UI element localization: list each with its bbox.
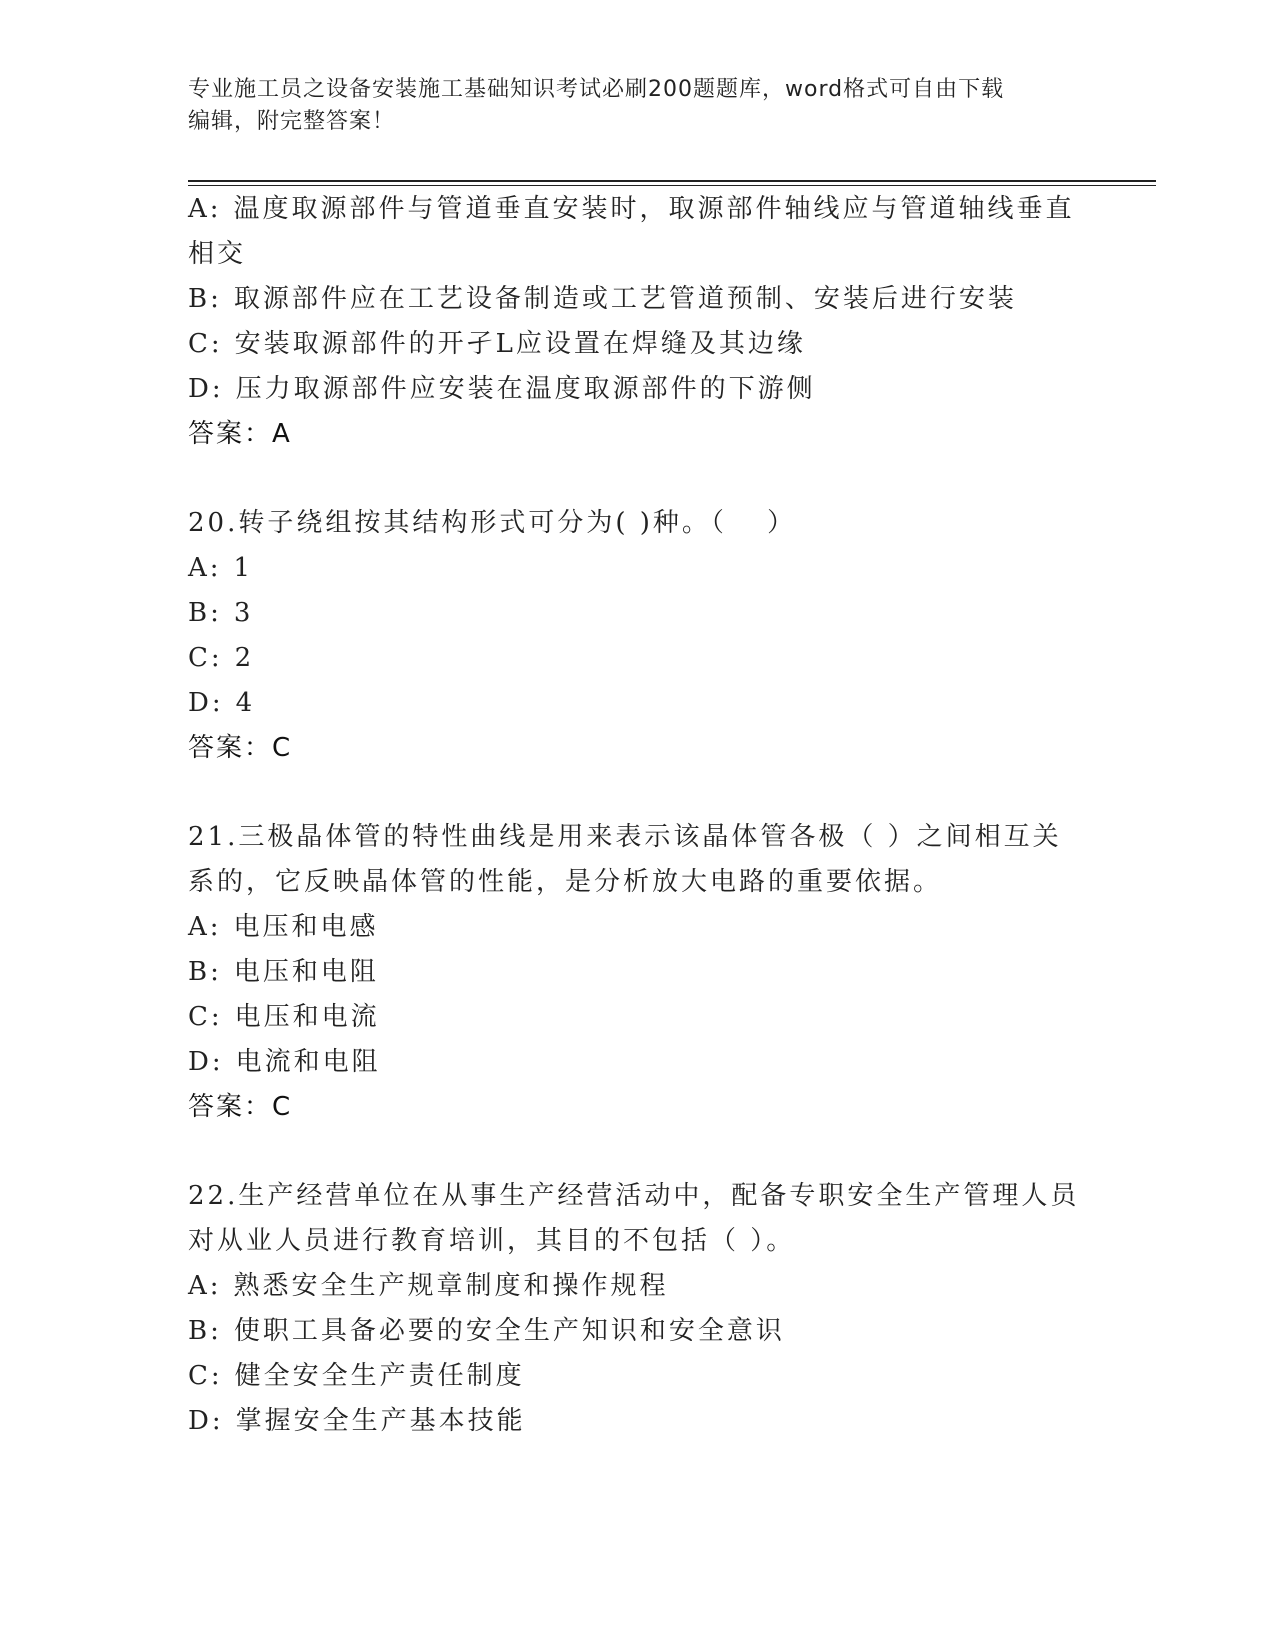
q19-answer bbox=[188, 411, 292, 457]
answer-value: C bbox=[272, 733, 293, 763]
option-text: 电压和电流 bbox=[234, 1002, 380, 1032]
option-text: 2 bbox=[234, 643, 255, 673]
q20-option-b bbox=[188, 590, 1088, 636]
option-text: 使职工具备必要的安全生产知识和安全意识 bbox=[233, 1316, 785, 1346]
option-key: A: bbox=[188, 553, 222, 583]
option-text: 4 bbox=[235, 688, 256, 718]
q22-option-d bbox=[188, 1398, 1088, 1444]
option-text: 取源部件应在工艺设备制造或工艺管道预制、安装后进行安装 bbox=[233, 284, 1017, 314]
option-text: 安装取源部件的开孑L应设置在焊缝及其边缘 bbox=[234, 329, 806, 359]
q22-question-line1: 22.生产经营单位在从事生产经营活动中，配备专职安全生产管理人员 bbox=[188, 1181, 1080, 1211]
q22-option-c bbox=[188, 1353, 1088, 1399]
option-text: 电压和电阻 bbox=[233, 957, 379, 987]
option-key: A: bbox=[188, 1271, 222, 1301]
q20-question-text: 20.转子绕组按其结构形式可分为( )种。（ ） bbox=[188, 508, 797, 538]
option-key: D: bbox=[188, 1406, 224, 1436]
option-key: C: bbox=[188, 643, 223, 673]
option-key: C: bbox=[188, 1002, 223, 1032]
option-text: 压力取源部件应安装在温度取源部件的下游侧 bbox=[235, 374, 816, 404]
header-rule-thick bbox=[188, 180, 1156, 182]
option-text: 电压和电感 bbox=[233, 912, 379, 942]
q21-question-line2: 系的，它反映晶体管的性能，是分析放大电路的重要依据。 bbox=[188, 867, 943, 897]
option-key: D: bbox=[188, 1047, 224, 1077]
option-text: 健全安全生产责任制度 bbox=[234, 1361, 525, 1391]
q20-option-c bbox=[188, 635, 1088, 681]
option-text: 3 bbox=[233, 598, 254, 628]
option-text: 熟悉安全生产规章制度和操作规程 bbox=[233, 1271, 669, 1301]
q21-option-a bbox=[188, 904, 1088, 950]
option-text: 电流和电阻 bbox=[235, 1047, 381, 1077]
document-header bbox=[188, 74, 1088, 138]
option-key: C: bbox=[188, 329, 223, 359]
answer-value: C bbox=[272, 1092, 293, 1122]
option-key: D: bbox=[188, 374, 224, 404]
q21-option-d bbox=[188, 1039, 1088, 1085]
option-key: C: bbox=[188, 1361, 223, 1391]
q19-option-d bbox=[188, 366, 1088, 412]
answer-label: 答案： bbox=[188, 1092, 273, 1122]
header-line-2: 编辑，附完整答案！ bbox=[188, 109, 396, 134]
q22-question-line2: 对从业人员进行教育培训，其目的不包括（ ）。 bbox=[188, 1226, 796, 1256]
q20-option-d bbox=[188, 680, 1088, 726]
q19-option-c bbox=[188, 321, 1088, 367]
option-key: A: bbox=[188, 194, 222, 224]
q20-option-a bbox=[188, 545, 1088, 591]
option-key: D: bbox=[188, 688, 224, 718]
answer-label: 答案： bbox=[188, 733, 273, 763]
q19-option-a-line2: 相交 bbox=[188, 239, 247, 269]
option-text: 掌握安全生产基本技能 bbox=[235, 1406, 526, 1436]
answer-value: A bbox=[272, 419, 292, 449]
option-key: B: bbox=[188, 1316, 222, 1346]
option-key: B: bbox=[188, 598, 222, 628]
q22-option-b bbox=[188, 1308, 1088, 1354]
q21-answer bbox=[188, 1084, 292, 1130]
q21-question-line1: 21.三极晶体管的特性曲线是用来表示该晶体管各极（ ）之间相互关 bbox=[188, 822, 1062, 852]
option-text: 1 bbox=[233, 553, 254, 583]
q19-option-a-line1 bbox=[188, 186, 1088, 232]
header-line-1: 专业施工员之设备安装施工基础知识考试必刷200题题库，word格式可自由下载 bbox=[188, 77, 1005, 102]
q19-option-b bbox=[188, 276, 1088, 322]
option-key: B: bbox=[188, 957, 222, 987]
q22-option-a bbox=[188, 1263, 1088, 1309]
q21-option-c bbox=[188, 994, 1088, 1040]
q20-answer bbox=[188, 725, 292, 771]
option-key: A: bbox=[188, 912, 222, 942]
q21-option-b bbox=[188, 949, 1088, 995]
option-key: B: bbox=[188, 284, 222, 314]
option-text: 温度取源部件与管道垂直安装时，取源部件轴线应与管道轴线垂直 bbox=[233, 194, 1075, 224]
answer-label: 答案： bbox=[188, 419, 273, 449]
